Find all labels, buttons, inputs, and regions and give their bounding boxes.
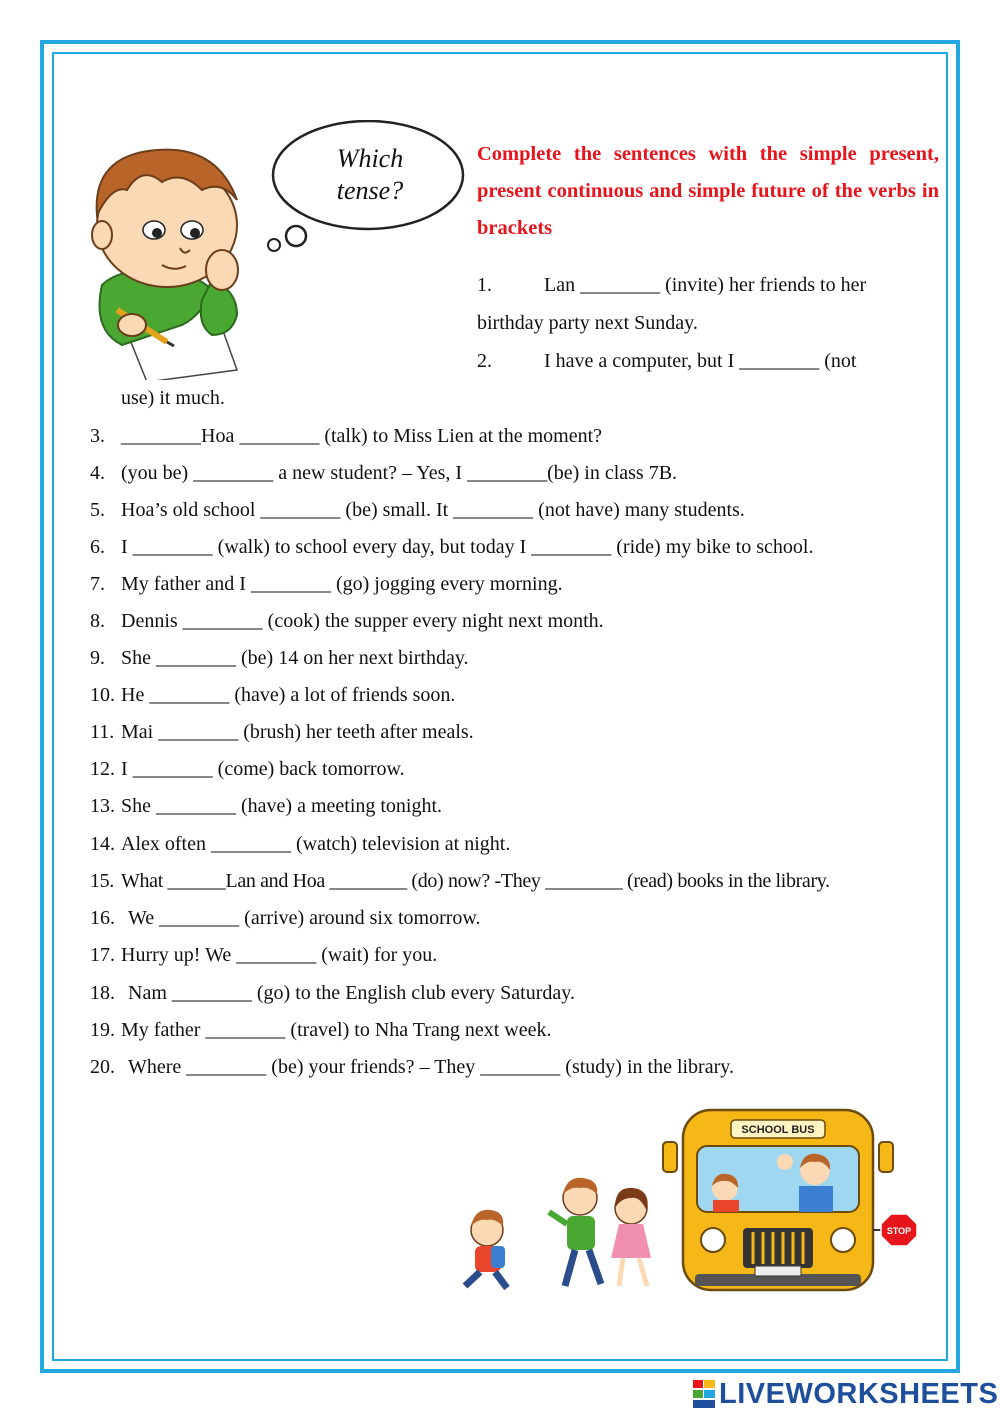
item-number: 2. bbox=[477, 350, 492, 372]
item-text: My father and I ________ (go) jogging every morning. bbox=[121, 573, 563, 595]
exercise-item-4 bbox=[90, 460, 677, 486]
stop-sign-text: STOP bbox=[886, 1226, 912, 1236]
item-number: 7. bbox=[90, 573, 105, 595]
item-text: I ________ (come) back tomorrow. bbox=[121, 758, 405, 780]
exercise-item-11 bbox=[90, 719, 474, 745]
exercise-item-1 bbox=[477, 272, 866, 298]
exercise-item-2 bbox=[477, 348, 856, 374]
bubble-line-1: Which bbox=[336, 144, 404, 173]
bus bbox=[663, 1110, 893, 1290]
item-number: 20. bbox=[90, 1056, 115, 1078]
item-text: He ________ (have) a lot of friends soon. bbox=[121, 684, 456, 706]
item-text: Where ________ (be) your friends? – They ________ (study) in the library. bbox=[128, 1056, 734, 1078]
item-number: 16. bbox=[90, 907, 115, 929]
item-text: Lan ________ (invite) her friends to her bbox=[544, 274, 867, 296]
item-number: 5. bbox=[90, 499, 105, 521]
bus-sign-text: SCHOOL BUS bbox=[741, 1124, 815, 1136]
stop-sign bbox=[873, 1214, 917, 1246]
item-text: Hurry up! We ________ (wait) for you. bbox=[121, 944, 438, 966]
logo-badge-icon bbox=[693, 1380, 715, 1408]
thought-bubble-text bbox=[300, 143, 440, 207]
exercise-item-10 bbox=[90, 682, 455, 708]
exercise-item-20 bbox=[90, 1054, 734, 1080]
exercise-item-9 bbox=[90, 645, 469, 671]
item-number: 3. bbox=[90, 425, 105, 447]
instruction-heading: Complete the sentences with the simple present, present continuous and simple future of the verbs in brackets bbox=[477, 143, 939, 239]
logo-text: LIVEWORKSHEETS bbox=[719, 1377, 999, 1410]
exercise-item-15 bbox=[90, 868, 830, 894]
item-number: 15. bbox=[90, 870, 114, 892]
item-number: 1. bbox=[477, 274, 492, 296]
item-text: Hoa’s old school ________ (be) small. It ________ (not have) many students. bbox=[121, 499, 745, 521]
item-number: 11. bbox=[90, 721, 115, 743]
item-number: 18. bbox=[90, 982, 115, 1004]
item-number: 8. bbox=[90, 610, 105, 632]
exercise-item-2-cont bbox=[121, 385, 225, 411]
exercise-item-12 bbox=[90, 756, 405, 782]
exercise-item-17 bbox=[90, 942, 437, 968]
exercise-item-3 bbox=[90, 423, 602, 449]
exercise-item-14 bbox=[90, 831, 510, 857]
item-text: birthday party next Sunday. bbox=[477, 312, 698, 334]
item-number: 14. bbox=[90, 833, 115, 855]
item-text: She ________ (be) 14 on her next birthday. bbox=[121, 647, 469, 669]
exercise-item-1-cont bbox=[477, 310, 698, 336]
item-number: 12. bbox=[90, 758, 115, 780]
running-child-1 bbox=[465, 1210, 507, 1288]
item-number: 17. bbox=[90, 944, 115, 966]
item-text: My father ________ (travel) to Nha Trang next week. bbox=[121, 1019, 552, 1041]
bubble-line-2: tense? bbox=[336, 176, 404, 205]
exercise-item-18 bbox=[90, 980, 575, 1006]
item-number: 9. bbox=[90, 647, 105, 669]
item-text: Alex often ________ (watch) television at night. bbox=[121, 833, 511, 855]
item-text: I ________ (walk) to school every day, but today I ________ (ride) my bike to school. bbox=[121, 536, 814, 558]
item-text: I have a computer, but I ________ (not bbox=[544, 350, 857, 372]
running-child-3 bbox=[611, 1188, 651, 1286]
item-text: Mai ________ (brush) her teeth after meals. bbox=[121, 721, 474, 743]
item-text: What ______Lan and Hoa ________ (do) now? -They ________ (read) books in the library. bbox=[121, 870, 830, 892]
item-text: use) it much. bbox=[121, 387, 225, 409]
exercise-item-5 bbox=[90, 497, 745, 523]
item-text: Nam ________ (go) to the English club every Saturday. bbox=[128, 982, 575, 1004]
exercise-item-7 bbox=[90, 571, 563, 597]
exercise-item-16 bbox=[90, 905, 481, 931]
item-text: ________Hoa ________ (talk) to Miss Lien at the moment? bbox=[121, 425, 603, 447]
item-number: 13. bbox=[90, 795, 115, 817]
item-number: 10. bbox=[90, 684, 115, 706]
liveworksheets-logo bbox=[693, 1377, 998, 1411]
running-child-2 bbox=[549, 1178, 601, 1286]
item-text: We ________ (arrive) around six tomorrow. bbox=[128, 907, 481, 929]
item-text: (you be) ________ a new student? – Yes, I ________(be) in class 7B. bbox=[121, 462, 678, 484]
item-number: 4. bbox=[90, 462, 105, 484]
exercise-item-8 bbox=[90, 608, 604, 634]
school-bus-illustration bbox=[425, 1090, 935, 1310]
item-text: She ________ (have) a meeting tonight. bbox=[121, 795, 443, 817]
item-text: Dennis ________ (cook) the supper every night next month. bbox=[121, 610, 604, 632]
exercise-item-19 bbox=[90, 1017, 551, 1043]
item-number: 6. bbox=[90, 536, 105, 558]
exercise-item-6 bbox=[90, 534, 813, 560]
exercise-item-13 bbox=[90, 793, 442, 819]
item-number: 19. bbox=[90, 1019, 115, 1041]
